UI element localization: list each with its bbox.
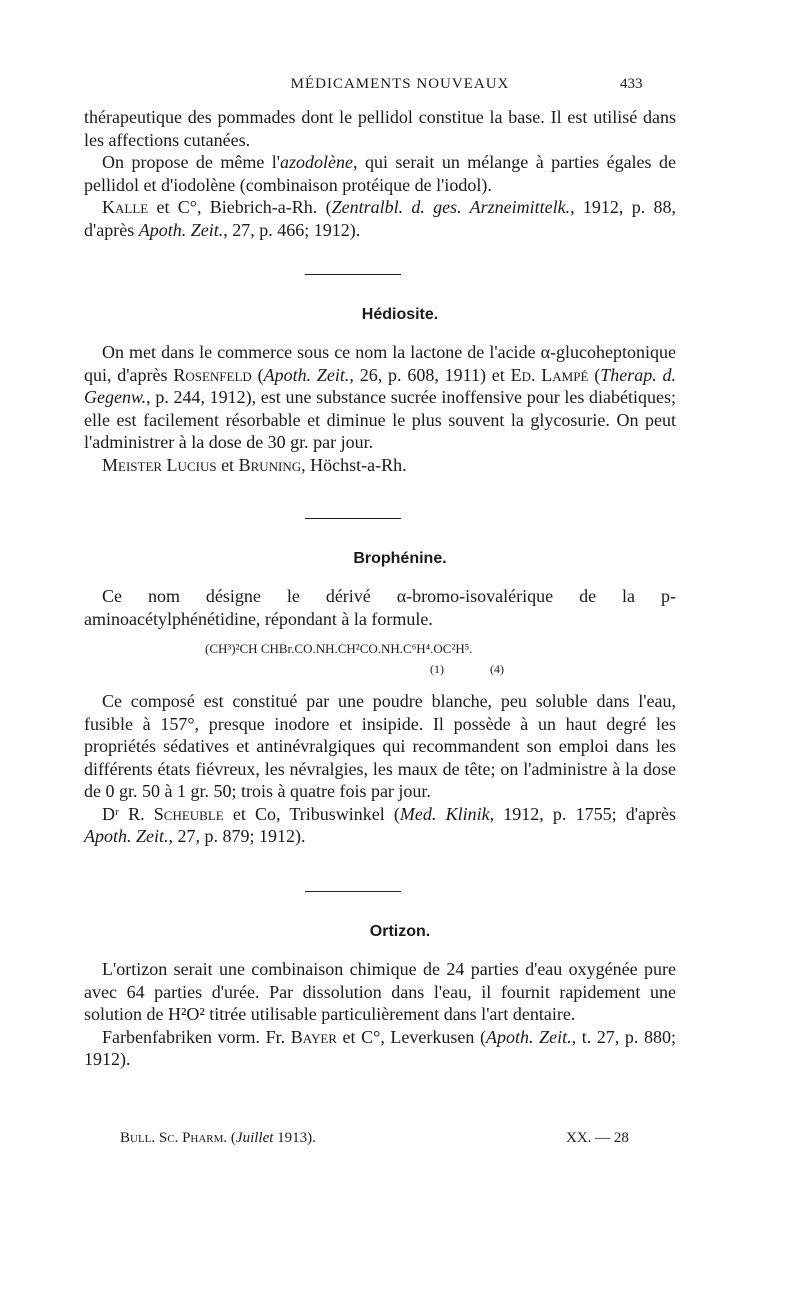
section-divider bbox=[305, 891, 401, 892]
reference bbox=[84, 196, 676, 241]
section-divider bbox=[305, 274, 401, 275]
author-name: Kalle bbox=[102, 197, 149, 217]
text-run: ( bbox=[227, 1130, 236, 1146]
reference bbox=[84, 803, 676, 848]
author-name: Ed. Lampé bbox=[510, 364, 589, 385]
text-run: et bbox=[216, 454, 239, 475]
reference bbox=[84, 454, 676, 477]
hediosite-section bbox=[84, 341, 676, 476]
journal-title: Apoth. Zeit. bbox=[486, 1026, 572, 1047]
journal-title: Therap. d. Gegenw. bbox=[84, 364, 677, 407]
text-run: et Co, Tribuswinkel ( bbox=[223, 803, 400, 824]
journal-title: Apoth. Zeit. bbox=[84, 826, 169, 846]
text-run: Farbenfabriken vorm. Fr. bbox=[102, 1026, 291, 1047]
text-run: On met dans le commerce sous ce nom la lactone de l'acide α-glucoheptonique qui, d'après bbox=[84, 342, 676, 385]
text-run: , 27, p. 466; 1912). bbox=[223, 219, 361, 240]
ortizon-section bbox=[84, 958, 676, 1071]
formula-position-index: (1) bbox=[430, 662, 444, 676]
author-name: Bruning bbox=[238, 454, 302, 475]
text-run: Dʳ R. bbox=[102, 803, 154, 824]
text-run: , Höchst-a-Rh. bbox=[301, 454, 407, 475]
footer-sheet-signature: XX. — 28 bbox=[566, 1130, 629, 1146]
italic-term: azodolène bbox=[280, 152, 353, 172]
paragraph: Ce nom désigne le dérivé α-bromo-isovalérique de la p-aminoacétylphénétidine, répondant à la formule. bbox=[84, 586, 676, 629]
paragraph: Ce composé est constitué par une poudre blanche, peu soluble dans l'eau, fusible à 157°, presque inodore et insipide. Il possède à un haut degré les propriétés sédatives et antinévralgiques qui recommandent son emploi dans les différents états fiévreux, les névralgies, les maux de tête; on l'administre à la dose de 0 gr. 50 à 1 gr. 50; trois à quatre fois par jour. bbox=[84, 691, 676, 801]
issue-month: Juillet bbox=[235, 1130, 274, 1146]
text-run: , 1912, p. 88, d'après bbox=[84, 197, 676, 240]
text-run: On propose de même l' bbox=[102, 152, 281, 172]
text-run: 1913). bbox=[273, 1130, 316, 1146]
author-name: Meister Lucius bbox=[102, 454, 217, 475]
text-run: , qui serait un mélange à parties égales de pellidol et d'iodolène (combinaison protéique de l'iodol). bbox=[84, 152, 676, 195]
journal-title: Apoth. Zeit. bbox=[263, 364, 350, 385]
paragraph: thérapeutique des pommades dont le pellidol constitue la base. Il est utilisé dans les affections cutanées. bbox=[84, 107, 676, 150]
journal-title: Apoth. Zeit. bbox=[138, 219, 224, 240]
section-title-ortizon: Ortizon. bbox=[369, 923, 431, 940]
journal-title: Zentralbl. d. ges. Arzneimittelk. bbox=[331, 197, 571, 217]
paragraph bbox=[84, 341, 676, 454]
text-run: ( bbox=[588, 364, 601, 385]
text-run: et C°, Biebrich-a-Rh. ( bbox=[148, 197, 332, 217]
text-run: ( bbox=[251, 364, 264, 385]
text-run: , 26, p. 608, 1911) et bbox=[349, 364, 511, 385]
author-name: Scheuble bbox=[153, 803, 224, 824]
page-number: 433 bbox=[620, 76, 643, 92]
brophenine-intro bbox=[84, 585, 676, 630]
text-run: et C°, Leverkusen ( bbox=[336, 1026, 486, 1047]
text-run: , t. 27, p. 880; 1912). bbox=[84, 1026, 676, 1069]
text-run: , 27, p. 879; 1912). bbox=[168, 826, 306, 846]
running-header-title: MÉDICAMENTS NOUVEAUX bbox=[290, 76, 510, 92]
text-run: , p. 244, 1912), est une substance sucrée inoffensive pour les diabétiques; elle est facilement résorbable et diminue le plus souvent la glycosurie. On peut l'administrer à la dose de 30 gr. par jour. bbox=[84, 387, 676, 452]
formula-position-index: (4) bbox=[490, 662, 504, 676]
author-name: Bayer bbox=[290, 1026, 337, 1047]
text-run: , 1912, p. 1755; d'après bbox=[489, 803, 676, 824]
brophenine-section bbox=[84, 690, 676, 848]
journal-abbrev: Bull. Sc. Pharm. bbox=[120, 1130, 228, 1146]
reference bbox=[84, 1026, 676, 1071]
journal-title: Med. Klinik bbox=[399, 803, 490, 824]
intro-section bbox=[84, 106, 676, 241]
footer-journal bbox=[120, 1130, 316, 1147]
paragraph: L'ortizon serait une combinaison chimique de 24 parties d'eau oxygénée pure avec 64 parties d'urée. Par dissolution dans l'eau, il fournit rapidement une solution de H²O² titrée utilisable particulièrement dans l'art dentaire. bbox=[84, 959, 676, 1024]
section-divider bbox=[305, 518, 401, 519]
section-title-brophenine: Brophénine. bbox=[353, 550, 447, 567]
author-name: Rosenfeld bbox=[173, 364, 252, 385]
paragraph bbox=[84, 151, 676, 196]
section-title-hediosite: Hédiosite. bbox=[361, 306, 439, 323]
chemical-formula: (CH³)²CH CHBr.CO.NH.CH²CO.NH.C⁶H⁴.OC²H⁵. bbox=[205, 641, 473, 656]
